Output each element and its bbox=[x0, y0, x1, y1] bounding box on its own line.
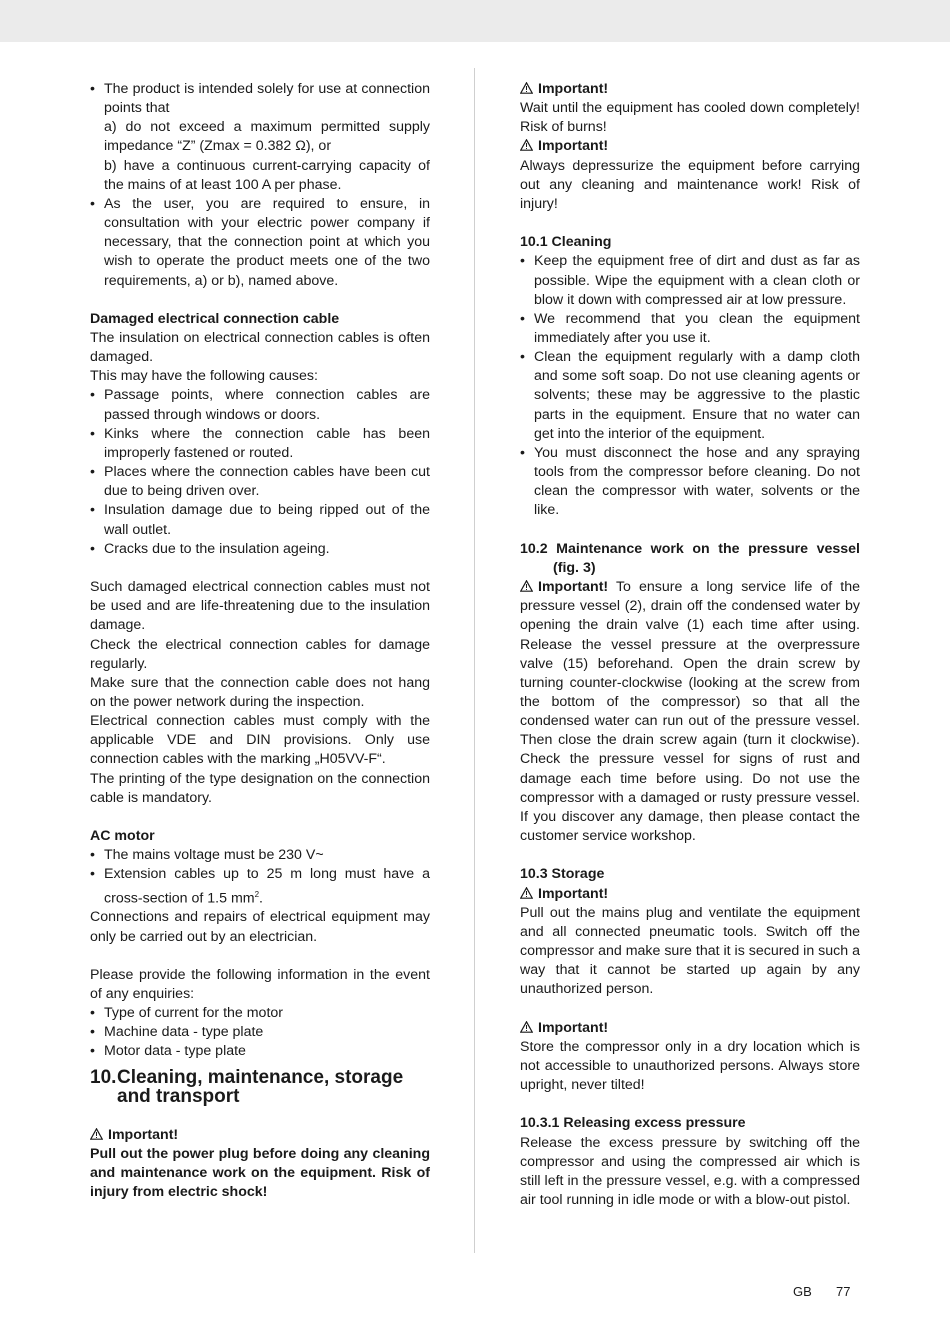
paragraph: Such damaged electrical connection cables must not be used and are life-threatening due to the insulation damage. bbox=[90, 579, 430, 634]
paragraph: Electrical connection cables must comply with the applicable VDE and DIN provisions. Only use connection cables with the marking „H05VV-F“. bbox=[90, 713, 430, 768]
shock-warning: Pull out the power plug before doing any cleaning and maintenance work on the equipment. Risk of injury from electric shock! bbox=[90, 1145, 430, 1201]
list-item: • Motor data - type plate bbox=[90, 1042, 430, 1061]
list-item: • Insulation damage due to being ripped out of the wall outlet. bbox=[90, 501, 430, 539]
releasing-heading: 10.3.1 Releasing excess pressure bbox=[520, 1115, 746, 1132]
important-label bbox=[520, 80, 860, 99]
warning-triangle-icon bbox=[520, 1021, 533, 1033]
paragraph: Connections and repairs of electrical equipment may only be carried out by an electrician. bbox=[90, 909, 430, 945]
list-item: • Clean the equipment regularly with a damp cloth and some soft soap. Do not use cleaning agents or solvents; these may be aggressive to the plastic parts in the equipment. Ensure that no water can get into the interior of the equipment. bbox=[520, 348, 860, 444]
maintenance-heading: 10.2 Maintenance work on the pressure vessel (fig. 3) bbox=[520, 540, 860, 576]
paragraph: Always depressurize the equipment before carrying out any cleaning and maintenance work! Risk of injury! bbox=[520, 157, 860, 212]
list-item: • The product is intended solely for use at connection points that a) do not exceed a maximum permitted supply impedance “Z” (Zmax = 0.382 Ω), or b) have a continuous current-carrying capacity of the mains of at least 100 A per phase. bbox=[90, 80, 430, 195]
list-item: • Keep the equipment free of dirt and dust as far as possible. Wipe the equipment with a clean cloth or blow it down with compressed air at low pressure. bbox=[520, 252, 860, 309]
page-number: 77 bbox=[836, 1284, 851, 1299]
important-text: Important! bbox=[538, 81, 609, 97]
warning-triangle-icon bbox=[520, 139, 533, 151]
important-text: Important! bbox=[108, 1126, 179, 1143]
left-column bbox=[90, 80, 430, 1202]
important-text: Important! bbox=[538, 1019, 609, 1036]
cleaning-bullet-list bbox=[520, 252, 860, 520]
section-10-heading bbox=[90, 1068, 430, 1107]
paragraph: Release the excess pressure by switching off the compressor and using the compressed air which is still left in the pressure vessel, e.g. with a compressed air tool running in idle mode or with a blow-out pistol. bbox=[520, 1134, 860, 1208]
list-item: • Type of current for the motor bbox=[90, 1004, 430, 1023]
paragraph: The insulation on electrical connection cables is often damaged. bbox=[90, 330, 430, 366]
list-item: • Places where the connection cables have been cut due to being driven over. bbox=[90, 463, 430, 501]
period: . bbox=[259, 890, 263, 907]
ac-motor-bullet-list bbox=[90, 846, 430, 908]
top-band bbox=[0, 0, 950, 42]
warning-triangle-icon bbox=[90, 1128, 103, 1140]
important-text: Important! bbox=[538, 579, 609, 596]
list-item bbox=[90, 865, 430, 908]
cable-text: Extension cables up to 25 m long must have a cross-section of 1.5 mm bbox=[104, 866, 430, 907]
list-item: • You must disconnect the hose and any spraying tools from the compressor before cleaning. Do not clean the compressor with water, solvents or the like. bbox=[520, 444, 860, 521]
column-divider bbox=[474, 68, 475, 1253]
maintenance-text: To ensure a long service life of the pressure vessel (2), drain off the condensed water by opening the drain valve (1) each time after using. Release the vessel pressure at the overpressure valve (15) beforehand. Open the drain screw by turning counter-clockwise (looking at the screw from the bottom of the compressor) so that all the condensed water can run out of the pressure vessel. Then close the drain screw again (turn it clockwise). Check the pressure vessel for signs of rust and damage each time before using. Do not use the compressor with a damaged or rusty pressure vessel. If you discover any damage, then please contact the customer service workshop. bbox=[520, 579, 860, 845]
list-item: • Machine data - type plate bbox=[90, 1023, 430, 1042]
paragraph: Pull out the mains plug and ventilate the equipment and all connected pneumatic tools. Switch off the compressor and make sure that it is secured in such a way that it cannot be started up again by any unauthorized person. bbox=[520, 904, 860, 998]
paragraph: This may have the following causes: bbox=[90, 368, 318, 385]
ac-motor-heading: AC motor bbox=[90, 828, 155, 845]
important-label bbox=[520, 137, 860, 156]
section-title: Cleaning, maintenance, storage and transport bbox=[117, 1066, 404, 1108]
intro-bullet-list bbox=[90, 80, 430, 291]
right-column bbox=[520, 80, 860, 1210]
cleaning-heading: 10.1 Cleaning bbox=[520, 234, 612, 251]
section-number: 10. bbox=[90, 1066, 117, 1088]
storage-heading: 10.3 Storage bbox=[520, 866, 605, 883]
superscript: 2 bbox=[254, 889, 260, 899]
paragraph: Wait until the equipment has cooled down completely! Risk of burns! bbox=[520, 100, 860, 136]
causes-bullet-list bbox=[90, 386, 430, 558]
list-item: • The mains voltage must be 230 V~ bbox=[90, 846, 430, 865]
important-label bbox=[90, 1126, 430, 1145]
list-item: • Cracks due to the insulation ageing. bbox=[90, 540, 430, 559]
paragraph: Store the compressor only in a dry location which is not accessible to unauthorized persons. Always store upright, never tilted! bbox=[520, 1038, 860, 1094]
important-text: Important! bbox=[538, 138, 609, 155]
list-item: • Kinks where the connection cable has been improperly fastened or routed. bbox=[90, 425, 430, 463]
paragraph: Make sure that the connection cable does not hang on the power network during the inspection. bbox=[90, 674, 430, 710]
damaged-cable-heading: Damaged electrical connection cable bbox=[90, 310, 340, 327]
list-item: • We recommend that you clean the equipment immediately after you use it. bbox=[520, 310, 860, 348]
paragraph: Please provide the following information in the event of any enquiries: bbox=[90, 966, 430, 1003]
warning-triangle-icon bbox=[520, 82, 533, 94]
maintenance-paragraph bbox=[520, 578, 860, 846]
paragraph: Check the electrical connection cables for damage regularly. bbox=[90, 636, 430, 672]
paragraph: The printing of the type designation on the connection cable is mandatory. bbox=[90, 770, 430, 806]
important-label bbox=[520, 1019, 860, 1038]
enquiries-bullet-list bbox=[90, 1004, 430, 1061]
warning-triangle-icon bbox=[520, 887, 533, 899]
warning-triangle-icon bbox=[520, 580, 533, 592]
list-item: • Passage points, where connection cables are passed through windows or doors. bbox=[90, 386, 430, 424]
important-text: Important! bbox=[538, 885, 609, 902]
list-item: • As the user, you are required to ensure, in consultation with your electric power company if necessary, that the connection point at which you wish to operate the product meets one of the two requirements, a) or b), named above. bbox=[90, 195, 430, 291]
language-code: GB bbox=[793, 1284, 812, 1299]
important-label bbox=[520, 885, 860, 904]
